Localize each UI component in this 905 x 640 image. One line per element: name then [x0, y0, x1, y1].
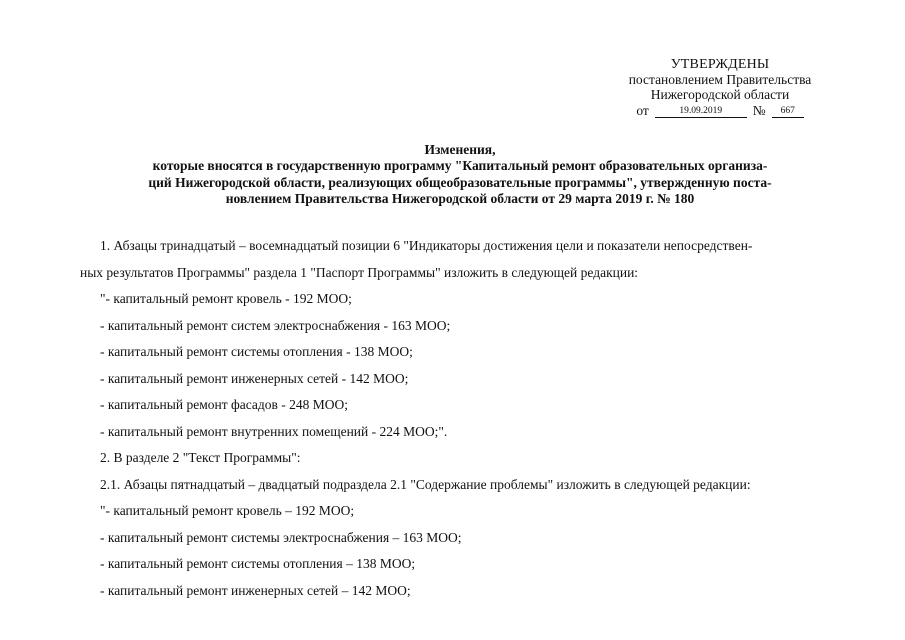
list-item: - капитальный ремонт системы электроснабжения – 163 МОО;	[100, 529, 462, 545]
approval-date: 19.09.2019	[655, 106, 747, 118]
heading-title: Изменения,	[424, 142, 496, 157]
approval-date-line	[600, 103, 840, 118]
number-label: №	[752, 103, 766, 118]
list-item: - капитальный ремонт внутренних помещений - 224 МОО;".	[100, 423, 448, 439]
list-item: - капитальный ремонт системы отопления - 138 МОО;	[100, 344, 413, 359]
list-item: "- капитальный ремонт кровель - 192 МОО;	[100, 291, 352, 306]
list-item: - капитальный ремонт систем электроснабжения - 163 МОО;	[100, 317, 451, 333]
from-label: от	[636, 103, 649, 118]
approval-line-1: постановлением Правительства	[628, 72, 812, 87]
heading-line: ций Нижегородской области, реализующих общеобразовательные программы", утвержденную поста-	[148, 174, 772, 190]
list-item: - капитальный ремонт системы отопления – 138 МОО;	[100, 556, 416, 571]
document-body	[80, 233, 840, 604]
approval-stamp: УТВЕРЖДЕНЫ	[670, 57, 770, 72]
approval-number: 667	[772, 106, 804, 118]
heading-line: которые вносятся в государственную программу "Капитальный ремонт образовательных организа-	[152, 158, 768, 174]
subsection-paragraph: 2.1. Абзацы пятнадцатый – двадцатый подраздела 2.1 "Содержание проблемы" изложить в следующей редакции:	[100, 476, 751, 492]
list-item: - капитальный ремонт фасадов - 248 МОО;	[100, 397, 348, 412]
document-heading	[80, 142, 840, 208]
paragraph-1-line-2: ных результатов Программы" раздела 1 "Паспорт Программы" изложить в следующей редакции:	[80, 264, 639, 280]
section-heading: 2. В разделе 2 "Текст Программы":	[100, 450, 301, 465]
paragraph-1-line-1: 1. Абзацы тринадцатый – восемнадцатый позиции 6 "Индикаторы достижения цели и показатели непосредствен-	[100, 238, 753, 253]
heading-line: новлением Правительства Нижегородской области от 29 марта 2019 г. № 180	[225, 191, 695, 207]
approval-block	[600, 57, 840, 118]
list-item: - капитальный ремонт инженерных сетей - 142 МОО;	[100, 370, 409, 386]
list-item: - капитальный ремонт инженерных сетей – 142 МОО;	[100, 582, 411, 598]
list-item: "- капитальный ремонт кровель – 192 МОО;	[100, 503, 355, 518]
approval-line-2: Нижегородской области	[650, 87, 790, 102]
